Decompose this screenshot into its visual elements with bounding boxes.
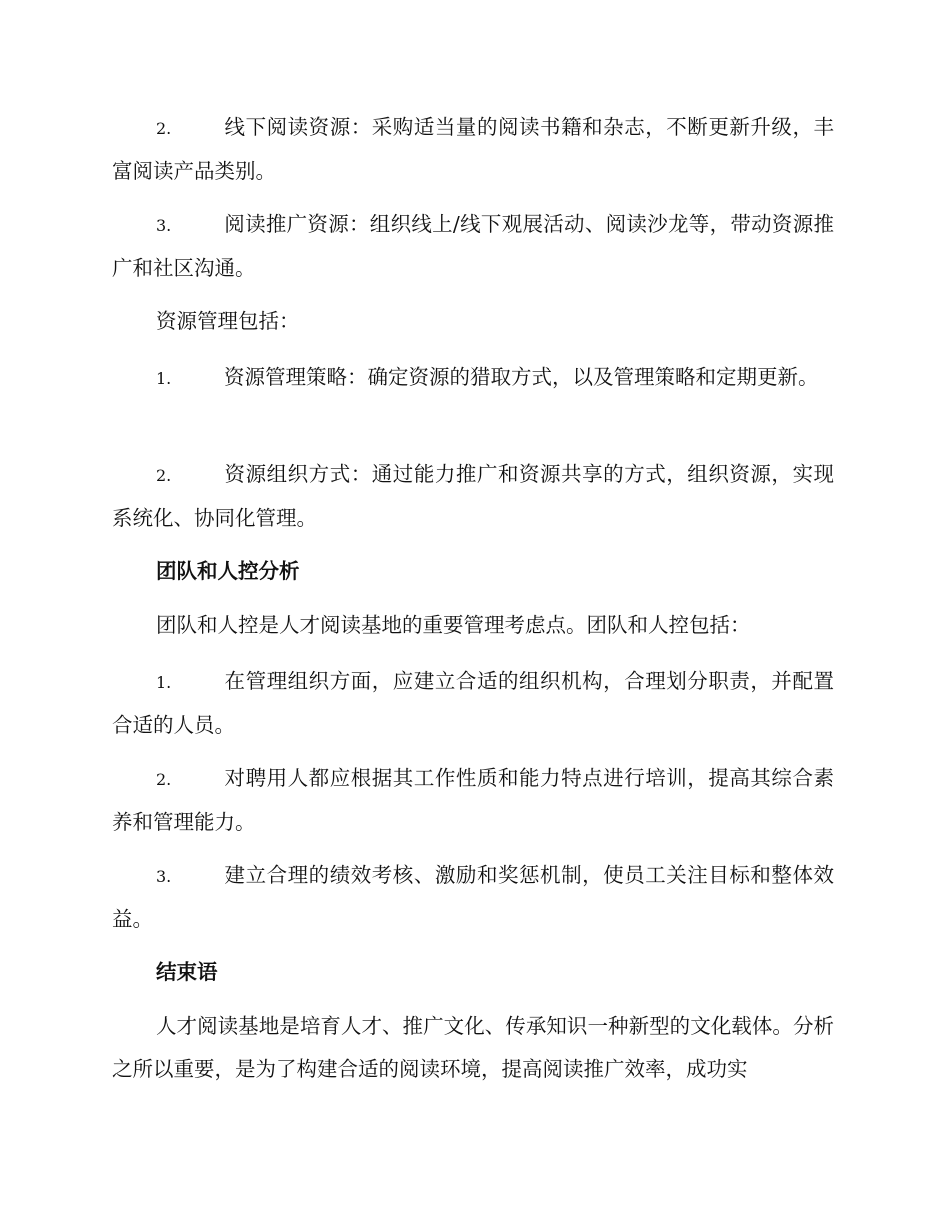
- list-item-text: 在管理组织方面，应建立合适的组织机构，合理划分职责，并配置合适的人员。: [112, 669, 834, 737]
- list-item: [112, 660, 834, 747]
- list-item-text: 资源管理策略：确定资源的猎取方式，以及管理策略和定期更新。: [224, 365, 819, 389]
- list-number: 2.: [156, 119, 172, 138]
- list-item: [112, 854, 834, 941]
- list-item-text: 建立合理的绩效考核、激励和奖惩机制，使员工关注目标和整体效益。: [112, 863, 834, 931]
- list-item: [112, 106, 834, 193]
- list-number: 1.: [156, 673, 172, 692]
- list-number: 3.: [156, 216, 172, 235]
- list-item-text: 对聘用人都应根据其工作性质和能力特点进行培训，提高其综合素养和管理能力。: [112, 766, 834, 834]
- list-number: 3.: [156, 867, 172, 886]
- list-number: 1.: [156, 369, 172, 388]
- list-number: 2.: [156, 770, 172, 789]
- list-item: [112, 203, 834, 290]
- list-item: [112, 356, 834, 400]
- section-heading-conclusion: 结束语: [156, 960, 218, 984]
- list-item-text: 资源组织方式：通过能力推广和资源共享的方式，组织资源，实现系统化、协同化管理。: [112, 462, 834, 530]
- paragraph-conclusion: 人才阅读基地是培育人才、推广文化、传承知识一种新型的文化载体。分析之所以重要，是为了构建合适的阅读环境，提高阅读推广效率，成功实: [112, 1014, 834, 1081]
- list-number: 2.: [156, 466, 172, 485]
- list-item-text: 线下阅读资源：采购适当量的阅读书籍和杂志，不断更新升级，丰富阅读产品类别。: [112, 115, 834, 183]
- list-item-text: 阅读推广资源：组织线上/线下观展活动、阅读沙龙等，带动资源推广和社区沟通。: [112, 212, 834, 280]
- section-heading-team: 团队和人控分析: [156, 559, 300, 583]
- paragraph-resource-intro: 资源管理包括：: [156, 309, 300, 333]
- list-item: [112, 757, 834, 844]
- paragraph-team-intro: 团队和人控是人才阅读基地的重要管理考虑点。团队和人控包括：: [156, 613, 751, 637]
- list-item: [112, 453, 834, 540]
